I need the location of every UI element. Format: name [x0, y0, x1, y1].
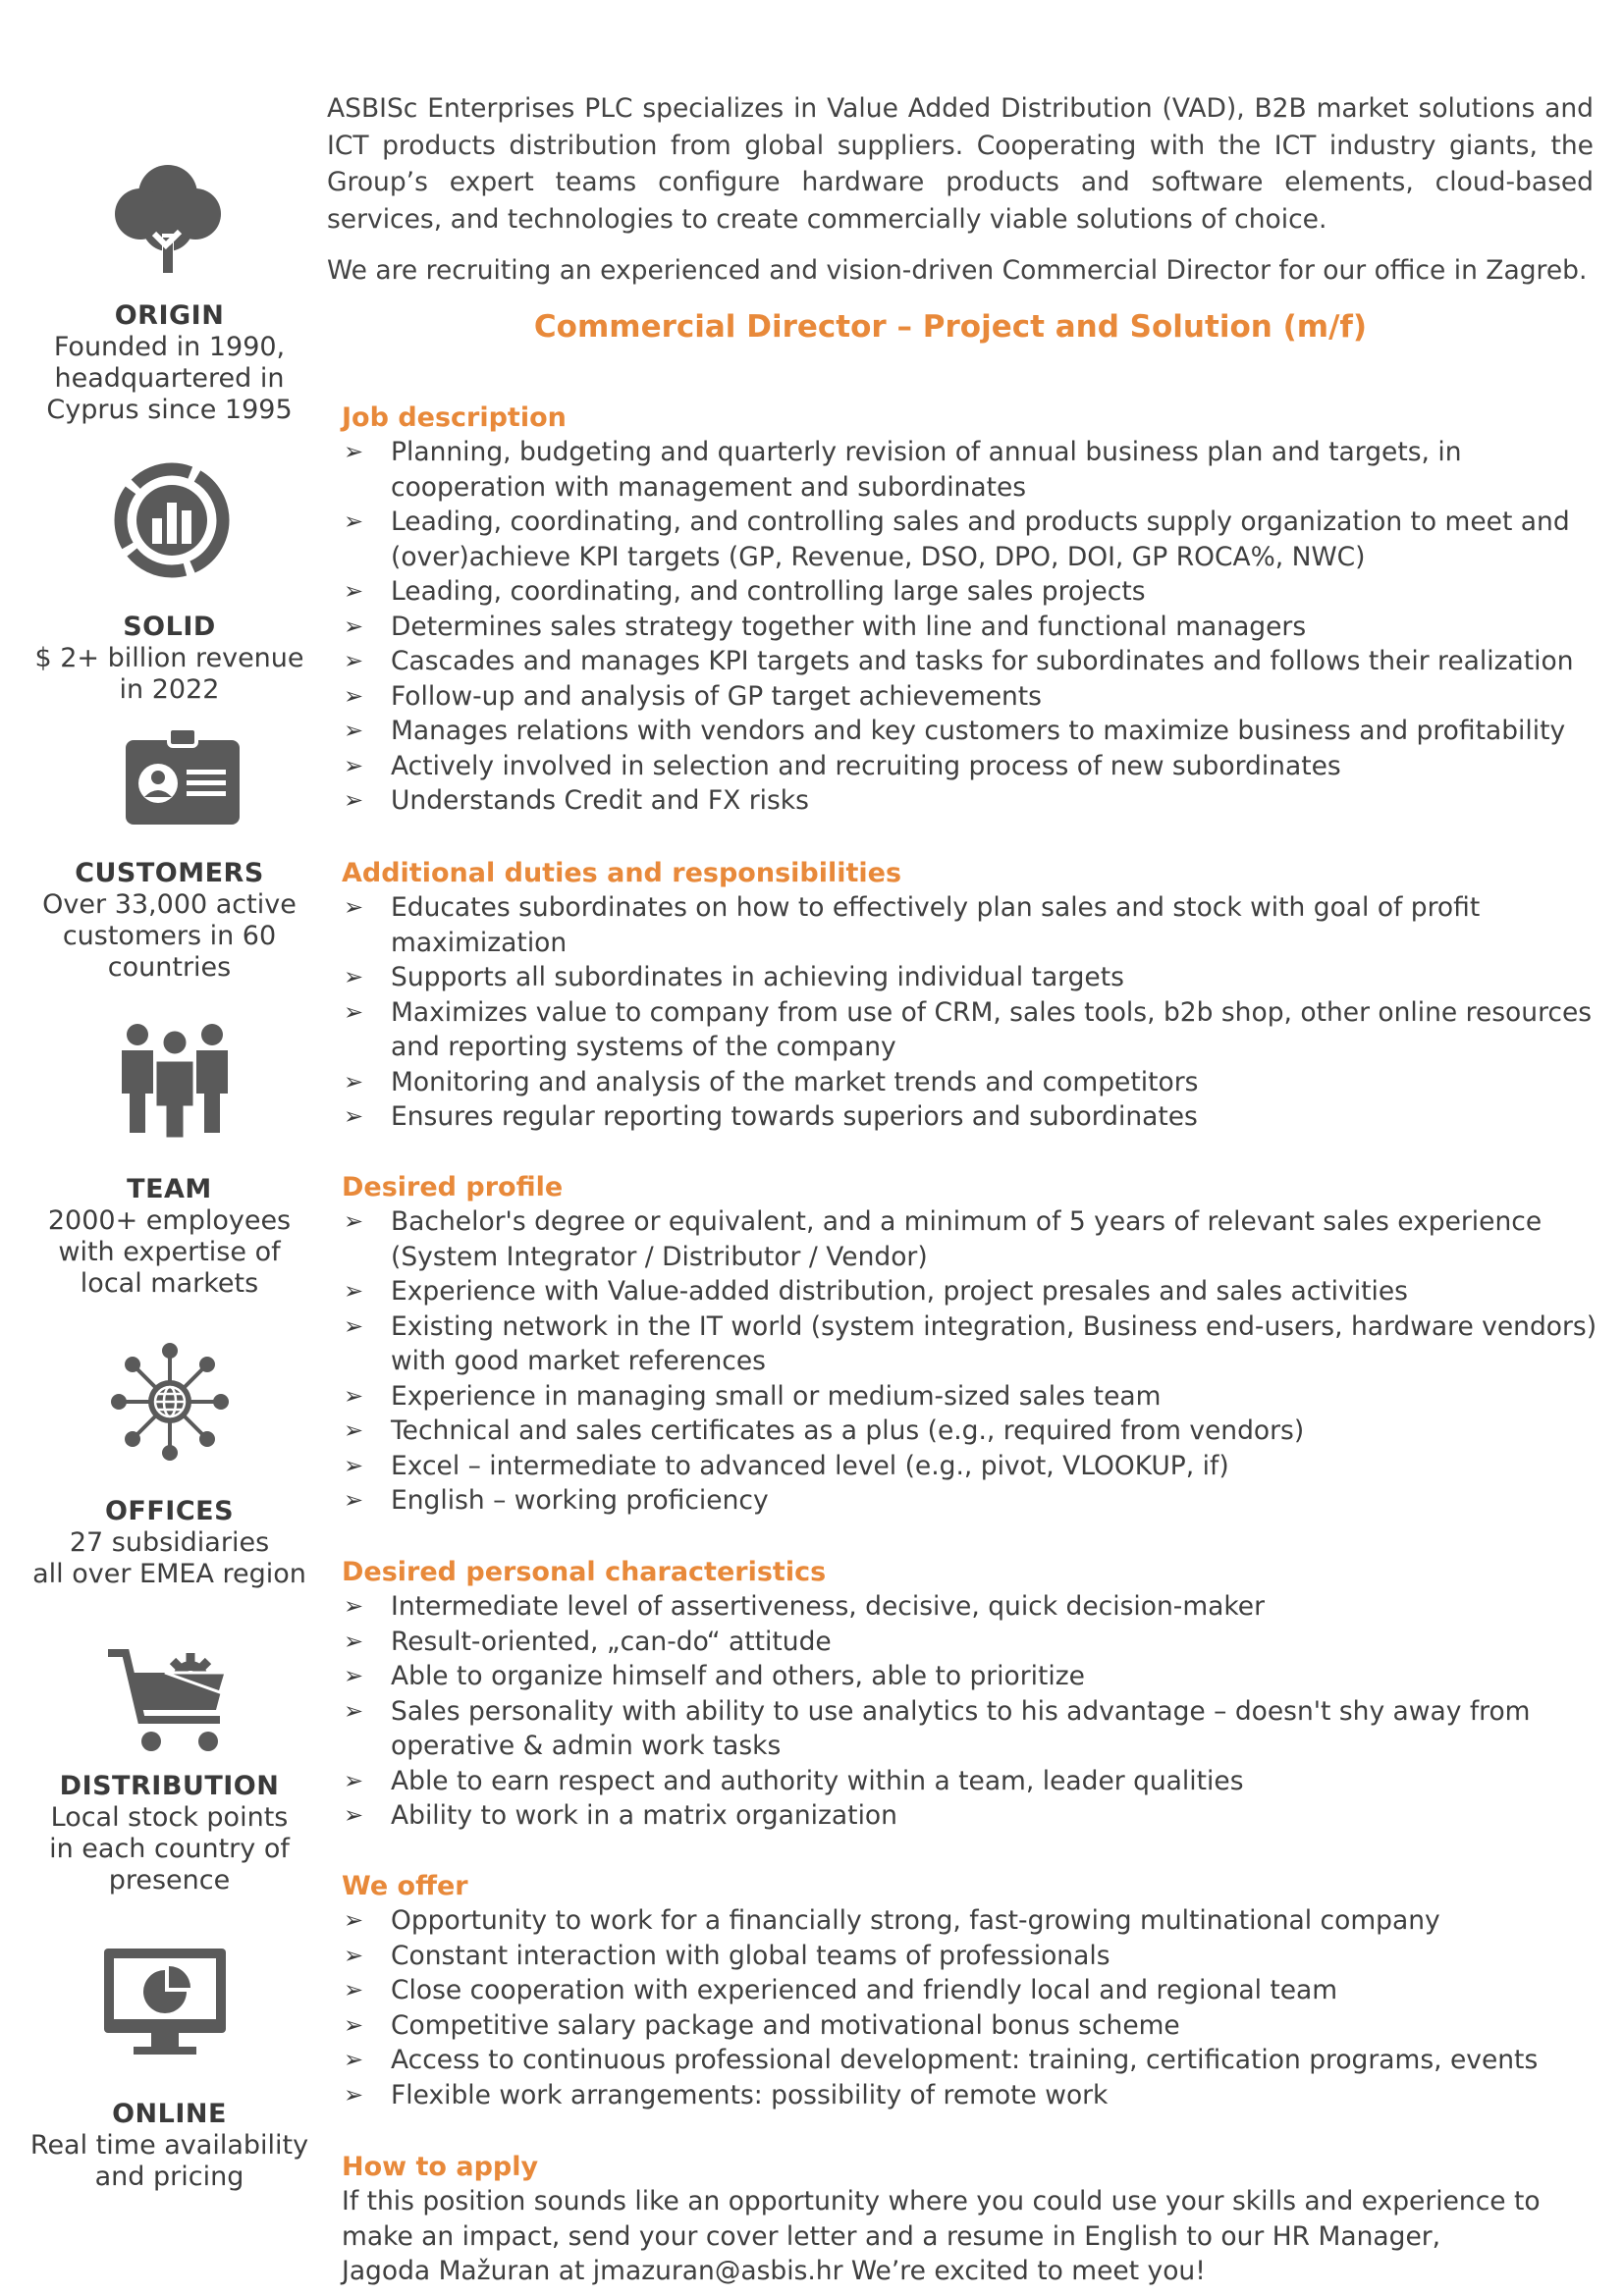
stat-desc: Real time availability and pricing: [29, 2130, 309, 2192]
arrow-bullet-icon: ➢: [344, 1381, 364, 1410]
list-item: [342, 1625, 1598, 1660]
cart-gear-icon: [106, 1645, 232, 1763]
list-item: [342, 2008, 1598, 2044]
monitor-pie-chart-icon: [104, 1949, 226, 2056]
apply-line-3: Jagoda Mažuran at jmazuran@asbis.hr We’re excited to meet you!: [342, 2256, 1206, 2286]
list-item: [342, 783, 1598, 819]
list-item-text: Excel – intermediate to advanced level (e.g., pivot, VLOOKUP, if): [391, 1450, 1229, 1481]
section-how-to-apply: [342, 2150, 1598, 2289]
stat-desc: 2000+ employees with expertise of local markets: [47, 1205, 292, 1299]
arrow-bullet-icon: ➢: [344, 1627, 364, 1655]
intro-recruiting: We are recruiting an experienced and vision-driven Commercial Director for our office in Zagreb.: [327, 255, 1588, 286]
bar-chart-cycle-icon: [113, 461, 231, 579]
list-item: [342, 1274, 1598, 1309]
list-item-text: Bachelor's degree or equivalent, and a minimum of 5 years of relevant sales experience (System Integrator / Distributor / Vendor): [391, 1206, 1543, 1272]
bullet-list: [342, 890, 1598, 1135]
arrow-bullet-icon: ➢: [344, 786, 364, 814]
stat-title: ORIGIN: [114, 300, 225, 331]
stat-desc: Over 33,000 active customers in 60 countries: [42, 889, 297, 983]
arrow-bullet-icon: ➢: [344, 1311, 364, 1340]
list-item: [342, 574, 1598, 610]
stat-title: ONLINE: [112, 2099, 227, 2129]
intro-paragraph: ASBISc Enterprises PLC specializes in Value Added Distribution (VAD), B2B market solutions and ICT products distribution from global suppliers. Cooperating with the ICT industry giants, the Group’s expert teams configure hardware products and software elements, cloud-based services, and technologies to create commercially viable solutions of choice.: [327, 93, 1594, 235]
stat-desc: Founded in 1990, headquartered in Cyprus since 1995: [46, 332, 293, 425]
list-item-text: Cascades and manages KPI targets and tasks for subordinates and follows their realization: [391, 646, 1574, 676]
list-item: [342, 1939, 1598, 1974]
id-card-icon: [126, 726, 240, 825]
list-item-text: Flexible work arrangements: possibility of remote work: [391, 2079, 1109, 2110]
list-item-text: Maximizes value to company from use of CRM, sales tools, b2b shop, other online resources and reporting systems of the company: [391, 996, 1593, 1062]
list-item-text: Existing network in the IT world (system integration, Business end-users, hardware vendors) with good market references: [391, 1310, 1597, 1376]
stat-desc: 27 subsidiaries all over EMEA region: [32, 1527, 306, 1589]
arrow-bullet-icon: ➢: [344, 577, 364, 605]
stat-offices: [20, 1496, 319, 1590]
stat-origin: [20, 300, 319, 426]
list-item-text: Able to earn respect and authority within a team, leader qualities: [391, 1765, 1244, 1796]
section-desired-profile: [342, 1170, 1598, 1519]
arrow-bullet-icon: ➢: [344, 1067, 364, 1095]
section-job-description: [342, 400, 1598, 819]
list-item: [342, 2078, 1598, 2113]
section-heading: We offer: [342, 1871, 468, 1901]
arrow-bullet-icon: ➢: [344, 1102, 364, 1130]
arrow-bullet-icon: ➢: [344, 507, 364, 535]
arrow-bullet-icon: ➢: [344, 1696, 364, 1725]
list-item-text: Able to organize himself and others, able to prioritize: [391, 1661, 1085, 1691]
list-item: [342, 1483, 1598, 1519]
arrow-bullet-icon: ➢: [344, 1766, 364, 1794]
arrow-bullet-icon: ➢: [344, 1801, 364, 1829]
apply-line-2: make an impact, send your cover letter and a resume in English to our HR Manager,: [342, 2220, 1441, 2252]
section-heading: Desired profile: [342, 1172, 564, 1202]
section-heading: How to apply: [342, 2152, 539, 2182]
list-item-text: Ability to work in a matrix organization: [391, 1800, 897, 1831]
stat-desc: Local stock points in each country of presence: [49, 1802, 290, 1896]
arrow-bullet-icon: ➢: [344, 1662, 364, 1689]
section-heading: Additional duties and responsibilities: [342, 858, 902, 888]
list-item: [342, 1449, 1598, 1484]
list-item-text: Opportunity to work for a financially strong, fast-growing multinational company: [391, 1905, 1440, 1936]
list-item-text: Sales personality with ability to use analytics to his advantage – doesn't shy away from operative & admin work tasks: [391, 1695, 1531, 1761]
stat-online: [20, 2099, 319, 2193]
stat-team: [20, 1174, 319, 1300]
arrow-bullet-icon: ➢: [344, 2046, 364, 2073]
bullet-list: [342, 1204, 1598, 1519]
list-item: [342, 2043, 1598, 2078]
list-item-text: Educates subordinates on how to effectively plan sales and stock with goal of profit maximization: [391, 892, 1481, 958]
arrow-bullet-icon: ➢: [344, 647, 364, 674]
arrow-bullet-icon: ➢: [344, 1592, 364, 1620]
stat-title: SOLID: [123, 612, 216, 642]
job-title: Commercial Director – Project and Solution (m/f): [533, 308, 1368, 345]
list-item: [342, 1099, 1598, 1135]
list-item: [342, 610, 1598, 645]
apply-line-1: If this position sounds like an opportunity where you could use your skills and experience to: [342, 2186, 1541, 2216]
arrow-bullet-icon: ➢: [344, 963, 364, 990]
section-heading: Desired personal characteristics: [342, 1557, 827, 1587]
list-item-text: Planning, budgeting and quarterly revision of annual business plan and targets, in cooperation with management and subordinates: [391, 437, 1462, 503]
section-we-offer: [342, 1869, 1598, 2112]
list-item: [342, 1414, 1598, 1449]
arrow-bullet-icon: ➢: [344, 1486, 364, 1514]
list-item: [342, 1309, 1598, 1379]
arrow-bullet-icon: ➢: [344, 1976, 364, 2003]
arrow-bullet-icon: ➢: [344, 1906, 364, 1934]
list-item: [342, 1065, 1598, 1100]
stat-title: OFFICES: [104, 1496, 235, 1526]
arrow-bullet-icon: ➢: [344, 681, 364, 710]
arrow-bullet-icon: ➢: [344, 1277, 364, 1305]
stat-customers: [20, 858, 319, 984]
intro-block: [327, 90, 1594, 347]
stat-desc: $ 2+ billion revenue in 2022: [34, 643, 304, 705]
section-additional-duties: [342, 856, 1598, 1135]
list-item: [342, 1204, 1598, 1274]
arrow-bullet-icon: ➢: [344, 997, 364, 1026]
list-item-text: Understands Credit and FX risks: [391, 785, 809, 816]
list-item: [342, 1903, 1598, 1939]
list-item: [342, 1589, 1598, 1625]
bullet-list: [342, 1903, 1598, 2112]
list-item-text: Constant interaction with global teams of professionals: [391, 1940, 1110, 1971]
list-item-text: Technical and sales certificates as a plus (e.g., required from vendors): [391, 1415, 1305, 1446]
list-item: [342, 890, 1598, 960]
list-item-text: Determines sales strategy together with line and functional managers: [391, 611, 1307, 642]
stat-distribution: [20, 1771, 319, 1896]
arrow-bullet-icon: ➢: [344, 1207, 364, 1235]
stat-title: TEAM: [127, 1174, 212, 1204]
list-item: [342, 1694, 1598, 1764]
list-item-text: Result-oriented, „can-do“ attitude: [391, 1626, 832, 1657]
list-item-text: Ensures regular reporting towards superiors and subordinates: [391, 1101, 1198, 1132]
stat-title: CUSTOMERS: [75, 858, 264, 888]
arrow-bullet-icon: ➢: [344, 751, 364, 779]
list-item-text: Supports all subordinates in achieving individual targets: [391, 962, 1124, 992]
list-item: [342, 1659, 1598, 1694]
list-item: [342, 1973, 1598, 2008]
list-item-text: Leading, coordinating, and controlling sales and products supply organization to meet and (over)achieve KPI targets (GP, Revenue, DSO, DPO, DOI, GP ROCA%, NWC): [391, 507, 1570, 572]
sidebar: [0, 0, 339, 2296]
arrow-bullet-icon: ➢: [344, 717, 364, 744]
list-item: [342, 714, 1598, 749]
list-item-text: Access to continuous professional development: training, certification programs, events: [391, 2045, 1539, 2075]
network-globe-icon: [111, 1343, 229, 1461]
list-item-text: Follow-up and analysis of GP target achievements: [391, 680, 1042, 712]
list-item: [342, 505, 1598, 574]
list-item-text: Manages relations with vendors and key customers to maximize business and profitability: [391, 716, 1566, 746]
arrow-bullet-icon: ➢: [344, 2080, 364, 2109]
section-personal-characteristics: [342, 1555, 1598, 1834]
list-item-text: Experience in managing small or medium-sized sales team: [391, 1380, 1162, 1412]
bullet-list: [342, 1589, 1598, 1834]
arrow-bullet-icon: ➢: [344, 612, 364, 640]
list-item-text: Leading, coordinating, and controlling large sales projects: [391, 576, 1146, 607]
arrow-bullet-icon: ➢: [344, 438, 364, 465]
people-team-icon: [116, 1021, 234, 1139]
arrow-bullet-icon: ➢: [344, 1941, 364, 1969]
stat-solid: [20, 612, 319, 706]
list-item: [342, 435, 1598, 505]
list-item: [342, 1798, 1598, 1834]
stat-title: DISTRIBUTION: [59, 1771, 280, 1801]
list-item-text: Monitoring and analysis of the market trends and competitors: [391, 1066, 1199, 1097]
list-item-text: English – working proficiency: [391, 1485, 769, 1516]
list-item-text: Competitive salary package and motivational bonus scheme: [391, 2009, 1180, 2041]
list-item: [342, 679, 1598, 715]
arrow-bullet-icon: ➢: [344, 2010, 364, 2039]
arrow-bullet-icon: ➢: [344, 1451, 364, 1479]
arrow-bullet-icon: ➢: [344, 1416, 364, 1444]
list-item: [342, 960, 1598, 995]
list-item-text: Intermediate level of assertiveness, decisive, quick decision-maker: [391, 1591, 1265, 1622]
list-item-text: Close cooperation with experienced and friendly local and regional team: [391, 1975, 1338, 2005]
list-item: [342, 749, 1598, 784]
list-item-text: Experience with Value-added distribution, project presales and sales activities: [391, 1276, 1408, 1307]
list-item-text: Actively involved in selection and recruiting process of new subordinates: [391, 750, 1341, 781]
list-item: [342, 1764, 1598, 1799]
tree-icon: [111, 157, 225, 277]
section-heading: Job description: [342, 402, 567, 433]
bullet-list: [342, 435, 1598, 819]
list-item: [342, 995, 1598, 1065]
list-item: [342, 1379, 1598, 1415]
list-item: [342, 644, 1598, 679]
arrow-bullet-icon: ➢: [344, 893, 364, 921]
